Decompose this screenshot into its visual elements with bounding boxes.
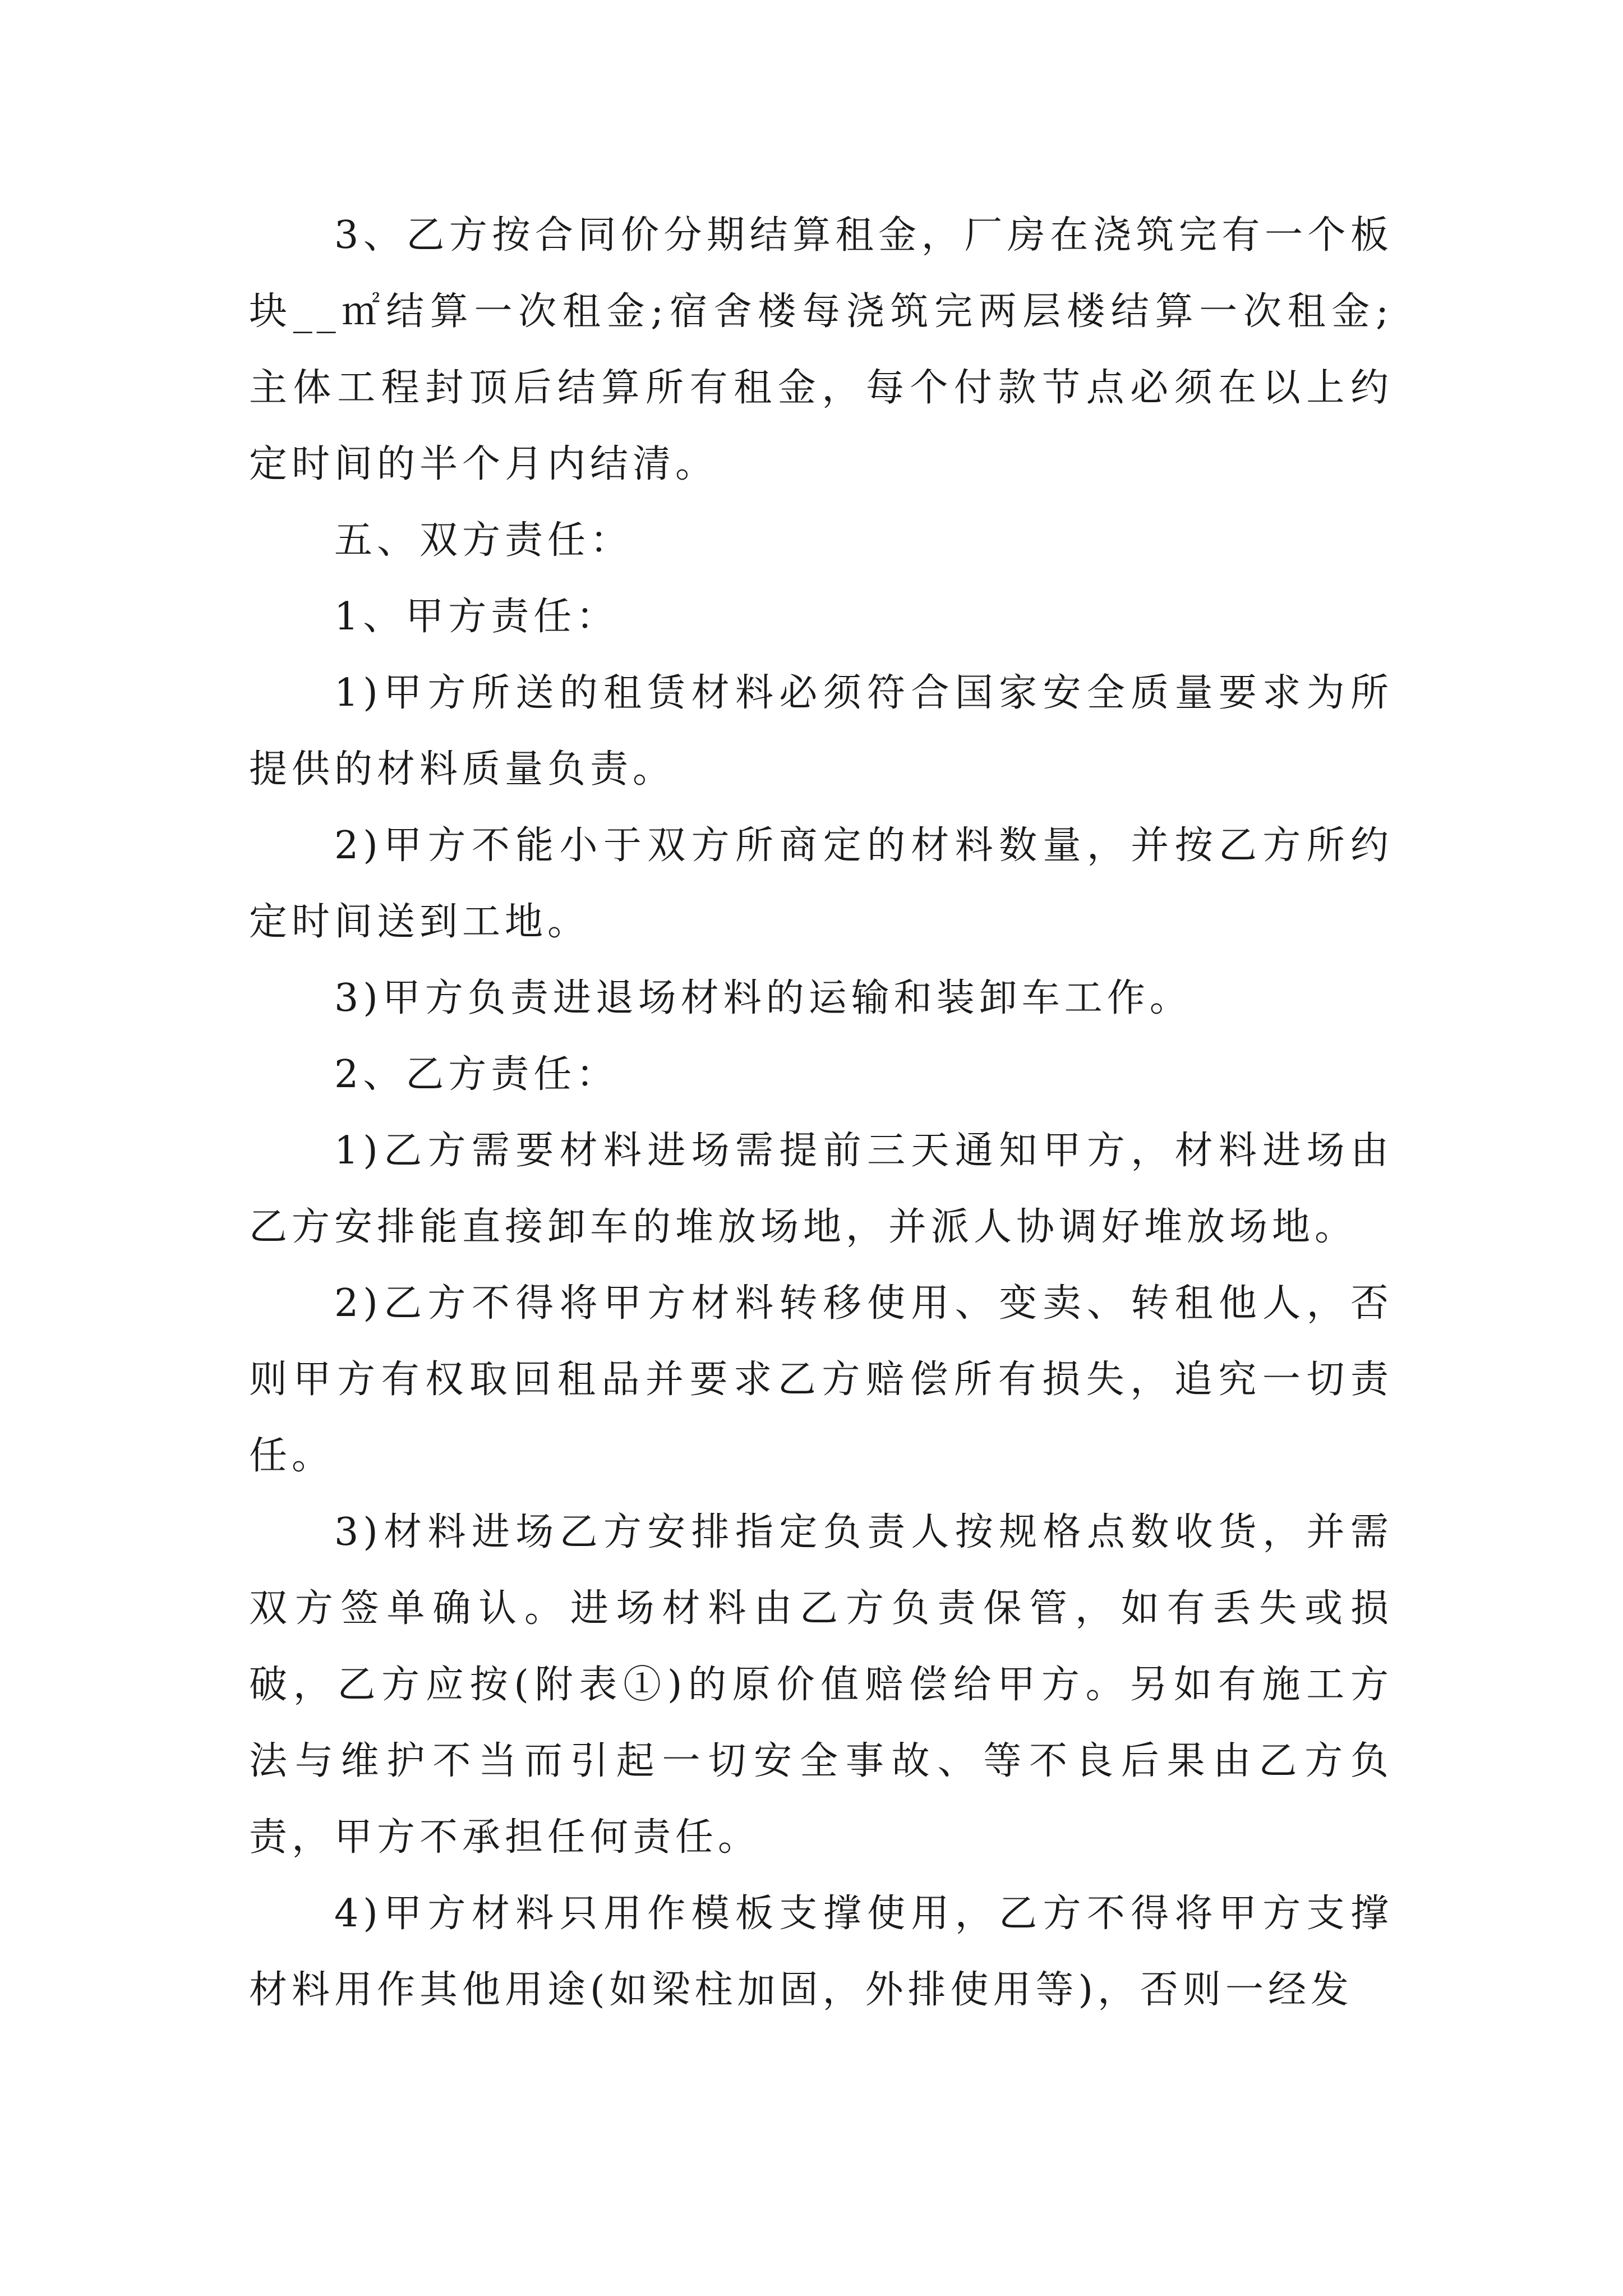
- paragraph-party-a-item-3: 3)甲方负责进退场材料的运输和装卸车工作。: [334, 976, 1192, 1020]
- subheading-party-b-responsibilities: 2、乙方责任：: [334, 1052, 619, 1097]
- section-heading-responsibilities: 五、双方责任：: [334, 518, 633, 563]
- paragraph-party-b-item-4: 4)甲方材料只用作模板支撑使用，乙方不得将甲方支撑材料用作其他用途(如梁柱加固，外排使用等)，否则一经发: [249, 1892, 1393, 2012]
- paragraph-party-a-item-2: 2)甲方不能小于双方所商定的材料数量，并按乙方所约定时间送到工地。: [249, 823, 1393, 944]
- paragraph-party-a-item-1: 1)甲方所送的租赁材料必须符合国家安全质量要求为所提供的材料质量负责。: [249, 671, 1393, 792]
- paragraph-rent-settlement: 3、乙方按合同价分期结算租金，厂房在浇筑完有一个板块__㎡结算一次租金;宿舍楼每浇筑完两层楼结算一次租金;主体工程封顶后结算所有租金，每个付款节点必须在以上约定时间的半个月内结清。: [249, 213, 1393, 486]
- paragraph-party-b-item-2: 2)乙方不得将甲方材料转移使用、变卖、转租他人，否则甲方有权取回租品并要求乙方赔偿所有损失，追究一切责任。: [249, 1281, 1393, 1478]
- paragraph-party-b-item-1: 1)乙方需要材料进场需提前三天通知甲方，材料进场由乙方安排能直接卸车的堆放场地，并派人协调好堆放场地。: [249, 1129, 1393, 1249]
- paragraph-party-b-item-3: 3)材料进场乙方安排指定负责人按规格点数收货，并需双方签单确认。进场材料由乙方负责保管，如有丢失或损破，乙方应按(附表①)的原价值赔偿给甲方。另如有施工方法与维护不当而引起一切安全事故、等不良后果由乙方负责，甲方不承担任何责任。: [249, 1510, 1393, 1860]
- document-body: [249, 197, 1393, 2028]
- subheading-party-a-responsibilities: 1、甲方责任：: [334, 595, 619, 639]
